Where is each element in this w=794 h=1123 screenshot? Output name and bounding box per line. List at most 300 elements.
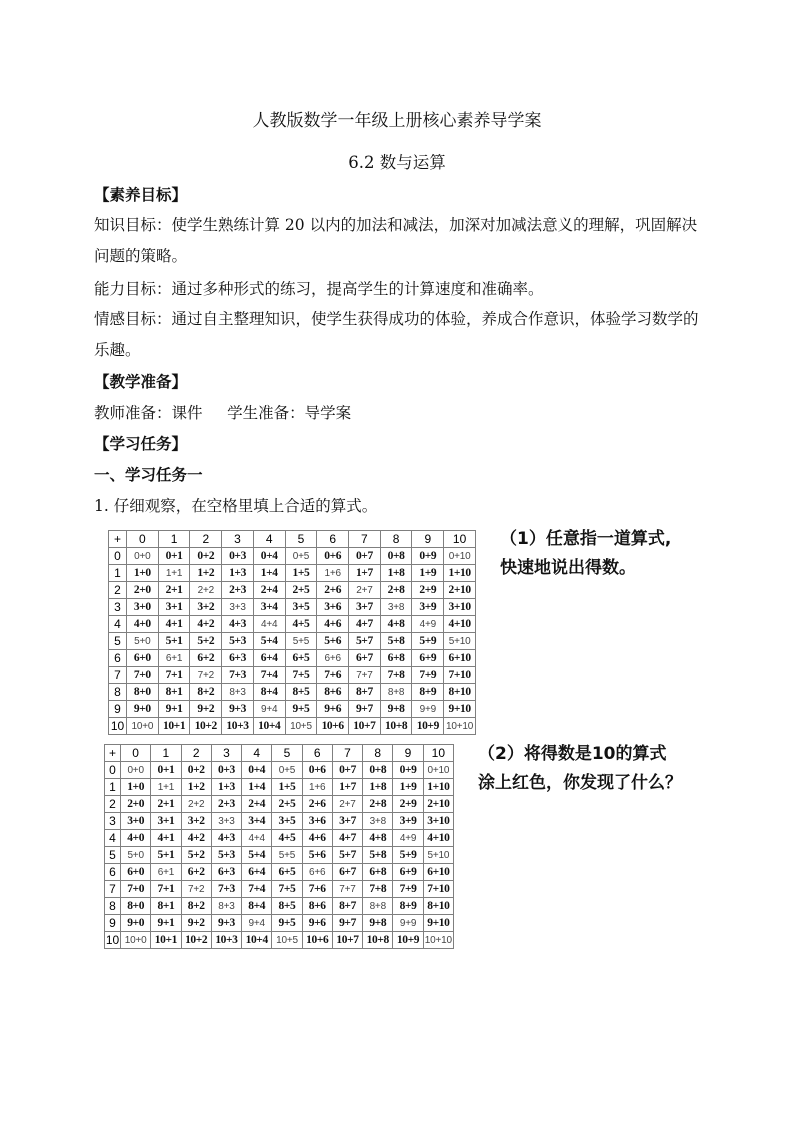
equation-cell: 10+10 xyxy=(444,718,476,735)
column-header: 6 xyxy=(317,531,349,548)
equation-cell: 0+8 xyxy=(363,762,393,779)
equation-cell: 9+5 xyxy=(272,915,302,932)
row-header: 1 xyxy=(109,565,127,582)
equation-cell: 2+2 xyxy=(190,582,222,599)
column-header: 8 xyxy=(363,745,393,762)
equation-cell: 4+2 xyxy=(181,830,211,847)
equation-cell: 7+4 xyxy=(242,881,272,898)
equation-cell: 10+9 xyxy=(412,718,444,735)
equation-cell: 8+4 xyxy=(253,684,285,701)
row-header: 7 xyxy=(105,881,121,898)
table-row xyxy=(109,667,476,684)
equation-cell: 5+2 xyxy=(190,633,222,650)
task1-text xyxy=(500,525,671,583)
equation-cell: 2+6 xyxy=(302,796,332,813)
equation-cell: 6+1 xyxy=(158,650,190,667)
equation-cell: 7+0 xyxy=(121,881,151,898)
equation-cell: 5+5 xyxy=(285,633,317,650)
equation-cell: 0+4 xyxy=(253,548,285,565)
equation-cell: 3+5 xyxy=(285,599,317,616)
equation-cell: 6+2 xyxy=(181,864,211,881)
equation-cell: 8+10 xyxy=(444,684,476,701)
equation-cell: 4+3 xyxy=(211,830,241,847)
equation-cell: 10+10 xyxy=(423,932,453,949)
table-row xyxy=(105,847,454,864)
equation-cell: 9+4 xyxy=(253,701,285,718)
equation-cell: 9+6 xyxy=(317,701,349,718)
equation-cell: 5+5 xyxy=(272,847,302,864)
equation-cell: 6+3 xyxy=(222,650,254,667)
knowledge-goal: 知识目标：使学生熟练计算 20 以内的加法和减法，加深对加减法意义的理解，巩固解决问题的策略。 xyxy=(94,216,698,265)
equation-cell: 3+7 xyxy=(332,813,362,830)
column-header: 1 xyxy=(158,531,190,548)
equation-cell: 4+9 xyxy=(412,616,444,633)
equation-cell: 8+3 xyxy=(211,898,241,915)
equation-cell: 3+4 xyxy=(253,599,285,616)
equation-cell: 0+1 xyxy=(158,548,190,565)
equation-cell: 9+3 xyxy=(222,701,254,718)
equation-cell: 1+6 xyxy=(317,565,349,582)
equation-cell: 5+0 xyxy=(121,847,151,864)
equation-cell: 3+3 xyxy=(211,813,241,830)
table-row xyxy=(109,616,476,633)
column-header: 5 xyxy=(285,531,317,548)
table-row xyxy=(105,864,454,881)
equation-cell: 5+7 xyxy=(349,633,381,650)
equation-cell: 6+2 xyxy=(190,650,222,667)
equation-cell: 9+1 xyxy=(151,915,181,932)
row-header: 5 xyxy=(105,847,121,864)
equation-cell: 8+1 xyxy=(151,898,181,915)
equation-cell: 7+10 xyxy=(444,667,476,684)
equation-cell: 1+5 xyxy=(272,779,302,796)
row-header: 3 xyxy=(109,599,127,616)
equation-cell: 4+2 xyxy=(190,616,222,633)
row-header: 0 xyxy=(105,762,121,779)
equation-cell: 1+10 xyxy=(444,565,476,582)
equation-cell: 10+6 xyxy=(302,932,332,949)
equation-cell: 6+5 xyxy=(285,650,317,667)
equation-cell: 4+10 xyxy=(444,616,476,633)
equation-cell: 3+4 xyxy=(242,813,272,830)
column-header: 10 xyxy=(444,531,476,548)
equation-cell: 9+7 xyxy=(349,701,381,718)
header-row xyxy=(109,531,476,548)
equation-cell: 5+0 xyxy=(127,633,159,650)
equation-cell: 2+7 xyxy=(349,582,381,599)
equation-cell: 5+8 xyxy=(363,847,393,864)
equation-cell: 1+9 xyxy=(393,779,423,796)
equation-cell: 7+8 xyxy=(380,667,412,684)
equation-cell: 4+8 xyxy=(380,616,412,633)
row-header: 4 xyxy=(105,830,121,847)
equation-cell: 2+2 xyxy=(181,796,211,813)
equation-cell: 0+9 xyxy=(393,762,423,779)
equation-cell: 2+6 xyxy=(317,582,349,599)
equation-cell: 1+6 xyxy=(302,779,332,796)
equation-cell: 5+1 xyxy=(151,847,181,864)
table-row xyxy=(105,762,454,779)
equation-cell: 10+0 xyxy=(121,932,151,949)
column-header: 3 xyxy=(222,531,254,548)
equation-cell: 6+7 xyxy=(349,650,381,667)
equation-cell: 5+3 xyxy=(222,633,254,650)
equation-cell: 1+5 xyxy=(285,565,317,582)
equation-cell: 2+5 xyxy=(285,582,317,599)
equation-cell: 7+6 xyxy=(302,881,332,898)
row-header: 8 xyxy=(109,684,127,701)
equation-cell: 10+7 xyxy=(349,718,381,735)
equation-cell: 8+5 xyxy=(272,898,302,915)
equation-cell: 8+8 xyxy=(380,684,412,701)
equation-cell: 3+2 xyxy=(181,813,211,830)
equation-cell: 0+2 xyxy=(190,548,222,565)
emotion-goal: 情感目标：通过自主整理知识，使学生获得成功的体验，养成合作意识，体验学习数学的乐趣。 xyxy=(94,310,699,359)
equation-cell: 1+3 xyxy=(222,565,254,582)
table-row xyxy=(105,898,454,915)
equation-cell: 5+7 xyxy=(332,847,362,864)
equation-cell: 8+6 xyxy=(302,898,332,915)
instruction: 1. 仔细观察，在空格里填上合适的算式。 xyxy=(94,497,378,515)
equation-cell: 3+0 xyxy=(121,813,151,830)
equation-cell: 6+6 xyxy=(317,650,349,667)
section-heading-prep: 【教学准备】 xyxy=(94,372,188,391)
task2-line1: （2）将得数是10的算式 xyxy=(478,744,667,764)
equation-cell: 6+4 xyxy=(242,864,272,881)
equation-cell: 5+10 xyxy=(423,847,453,864)
column-header: 7 xyxy=(349,531,381,548)
equation-cell: 0+2 xyxy=(181,762,211,779)
table-row xyxy=(109,684,476,701)
equation-cell: 10+3 xyxy=(222,718,254,735)
column-header: 5 xyxy=(272,745,302,762)
equation-cell: 8+9 xyxy=(393,898,423,915)
row-header: 7 xyxy=(109,667,127,684)
equation-cell: 4+0 xyxy=(127,616,159,633)
equation-cell: 4+5 xyxy=(272,830,302,847)
equation-cell: 9+0 xyxy=(127,701,159,718)
equation-cell: 0+10 xyxy=(444,548,476,565)
equation-cell: 9+4 xyxy=(242,915,272,932)
column-header: 1 xyxy=(151,745,181,762)
equation-cell: 7+5 xyxy=(272,881,302,898)
equation-cell: 7+10 xyxy=(423,881,453,898)
page-title: 人教版数学一年级上册核心素养导学案 xyxy=(252,111,542,131)
equation-cell: 0+6 xyxy=(302,762,332,779)
equation-cell: 3+3 xyxy=(222,599,254,616)
prep-line: 教师准备：课件 学生准备：导学案 xyxy=(94,404,352,422)
equation-cell: 1+9 xyxy=(412,565,444,582)
equation-cell: 6+8 xyxy=(363,864,393,881)
equation-cell: 7+7 xyxy=(332,881,362,898)
equation-cell: 1+4 xyxy=(242,779,272,796)
equation-cell: 3+10 xyxy=(423,813,453,830)
equation-cell: 0+8 xyxy=(380,548,412,565)
row-header: 2 xyxy=(109,582,127,599)
equation-cell: 0+3 xyxy=(211,762,241,779)
row-header: 2 xyxy=(105,796,121,813)
equation-cell: 8+6 xyxy=(317,684,349,701)
equation-cell: 9+8 xyxy=(363,915,393,932)
equation-cell: 3+0 xyxy=(127,599,159,616)
equation-cell: 8+5 xyxy=(285,684,317,701)
column-header: 3 xyxy=(211,745,241,762)
row-header: 8 xyxy=(105,898,121,915)
equation-cell: 0+7 xyxy=(332,762,362,779)
equation-cell: 1+8 xyxy=(380,565,412,582)
corner-plus: + xyxy=(105,745,121,762)
equation-cell: 2+7 xyxy=(332,796,362,813)
equation-cell: 10+9 xyxy=(393,932,423,949)
addition-table-2 xyxy=(104,744,454,949)
header-row xyxy=(105,745,454,762)
equation-cell: 1+1 xyxy=(151,779,181,796)
equation-cell: 6+6 xyxy=(302,864,332,881)
table-row xyxy=(105,881,454,898)
equation-cell: 4+6 xyxy=(302,830,332,847)
equation-cell: 5+6 xyxy=(317,633,349,650)
row-header: 9 xyxy=(105,915,121,932)
equation-cell: 6+0 xyxy=(127,650,159,667)
equation-cell: 6+10 xyxy=(444,650,476,667)
equation-cell: 7+4 xyxy=(253,667,285,684)
equation-cell: 10+3 xyxy=(211,932,241,949)
equation-cell: 1+4 xyxy=(253,565,285,582)
equation-cell: 2+8 xyxy=(363,796,393,813)
equation-cell: 5+10 xyxy=(444,633,476,650)
column-header: 9 xyxy=(412,531,444,548)
table-row xyxy=(109,718,476,735)
equation-cell: 2+8 xyxy=(380,582,412,599)
equation-cell: 2+4 xyxy=(253,582,285,599)
equation-cell: 4+0 xyxy=(121,830,151,847)
equation-cell: 9+3 xyxy=(211,915,241,932)
equation-cell: 6+5 xyxy=(272,864,302,881)
equation-cell: 5+1 xyxy=(158,633,190,650)
equation-cell: 6+9 xyxy=(412,650,444,667)
equation-cell: 9+10 xyxy=(444,701,476,718)
equation-cell: 3+6 xyxy=(302,813,332,830)
equation-cell: 7+6 xyxy=(317,667,349,684)
equation-cell: 1+7 xyxy=(349,565,381,582)
equation-cell: 8+10 xyxy=(423,898,453,915)
equation-cell: 7+8 xyxy=(363,881,393,898)
equation-cell: 8+8 xyxy=(363,898,393,915)
table-row xyxy=(105,813,454,830)
table-row xyxy=(109,599,476,616)
equation-cell: 4+7 xyxy=(332,830,362,847)
equation-cell: 7+3 xyxy=(222,667,254,684)
row-header: 0 xyxy=(109,548,127,565)
equation-cell: 1+0 xyxy=(127,565,159,582)
table-row xyxy=(109,650,476,667)
equation-cell: 5+9 xyxy=(393,847,423,864)
equation-cell: 9+2 xyxy=(181,915,211,932)
equation-cell: 9+9 xyxy=(412,701,444,718)
equation-cell: 7+3 xyxy=(211,881,241,898)
equation-cell: 2+5 xyxy=(272,796,302,813)
row-header: 4 xyxy=(109,616,127,633)
table-row xyxy=(105,830,454,847)
equation-cell: 8+4 xyxy=(242,898,272,915)
equation-cell: 8+7 xyxy=(332,898,362,915)
equation-cell: 10+4 xyxy=(253,718,285,735)
equation-cell: 5+4 xyxy=(242,847,272,864)
equation-cell: 0+1 xyxy=(151,762,181,779)
equation-cell: 5+8 xyxy=(380,633,412,650)
equation-cell: 9+6 xyxy=(302,915,332,932)
equation-cell: 9+0 xyxy=(121,915,151,932)
equation-cell: 3+8 xyxy=(363,813,393,830)
table-row xyxy=(109,565,476,582)
table-row xyxy=(105,796,454,813)
column-header: 0 xyxy=(121,745,151,762)
row-header: 5 xyxy=(109,633,127,650)
equation-cell: 4+1 xyxy=(158,616,190,633)
equation-cell: 10+4 xyxy=(242,932,272,949)
equation-cell: 7+2 xyxy=(190,667,222,684)
equation-cell: 2+3 xyxy=(222,582,254,599)
equation-cell: 7+1 xyxy=(151,881,181,898)
row-header: 6 xyxy=(109,650,127,667)
equation-cell: 4+10 xyxy=(423,830,453,847)
column-header: 6 xyxy=(302,745,332,762)
equation-cell: 4+4 xyxy=(242,830,272,847)
equation-cell: 0+4 xyxy=(242,762,272,779)
equation-cell: 2+0 xyxy=(121,796,151,813)
equation-cell: 3+1 xyxy=(151,813,181,830)
equation-cell: 8+0 xyxy=(127,684,159,701)
equation-cell: 1+7 xyxy=(332,779,362,796)
equation-cell: 10+1 xyxy=(151,932,181,949)
table-row xyxy=(109,701,476,718)
row-header: 10 xyxy=(109,718,127,735)
equation-cell: 8+7 xyxy=(349,684,381,701)
equation-cell: 2+4 xyxy=(242,796,272,813)
equation-cell: 10+2 xyxy=(181,932,211,949)
equation-cell: 9+8 xyxy=(380,701,412,718)
equation-cell: 9+1 xyxy=(158,701,190,718)
equation-cell: 2+1 xyxy=(151,796,181,813)
column-header: 4 xyxy=(253,531,285,548)
equation-cell: 4+6 xyxy=(317,616,349,633)
column-header: 7 xyxy=(332,745,362,762)
equation-cell: 8+2 xyxy=(181,898,211,915)
equation-cell: 1+2 xyxy=(190,565,222,582)
equation-cell: 10+7 xyxy=(332,932,362,949)
equation-cell: 3+8 xyxy=(380,599,412,616)
equation-cell: 0+3 xyxy=(222,548,254,565)
equation-cell: 5+9 xyxy=(412,633,444,650)
equation-cell: 2+3 xyxy=(211,796,241,813)
equation-cell: 4+3 xyxy=(222,616,254,633)
table-row xyxy=(105,779,454,796)
equation-cell: 2+10 xyxy=(423,796,453,813)
equation-cell: 3+9 xyxy=(393,813,423,830)
table-row xyxy=(105,915,454,932)
column-header: 2 xyxy=(190,531,222,548)
task2-line2: 涂上红色，你发现了什么？ xyxy=(478,773,682,793)
table-row xyxy=(109,548,476,565)
row-header: 1 xyxy=(105,779,121,796)
equation-cell: 5+3 xyxy=(211,847,241,864)
equation-cell: 10+5 xyxy=(272,932,302,949)
equation-cell: 9+2 xyxy=(190,701,222,718)
equation-cell: 3+7 xyxy=(349,599,381,616)
equation-cell: 0+9 xyxy=(412,548,444,565)
column-header: 2 xyxy=(181,745,211,762)
equation-cell: 1+2 xyxy=(181,779,211,796)
equation-cell: 2+9 xyxy=(393,796,423,813)
equation-cell: 5+4 xyxy=(253,633,285,650)
equation-cell: 2+0 xyxy=(127,582,159,599)
equation-cell: 10+5 xyxy=(285,718,317,735)
equation-cell: 8+2 xyxy=(190,684,222,701)
equation-cell: 7+0 xyxy=(127,667,159,684)
equation-cell: 10+8 xyxy=(363,932,393,949)
equation-cell: 6+7 xyxy=(332,864,362,881)
equation-cell: 0+5 xyxy=(272,762,302,779)
equation-cell: 4+5 xyxy=(285,616,317,633)
equation-cell: 0+5 xyxy=(285,548,317,565)
equation-cell: 9+9 xyxy=(393,915,423,932)
table-row xyxy=(105,932,454,949)
section-heading-goals: 【素养目标】 xyxy=(94,185,188,204)
equation-cell: 5+2 xyxy=(181,847,211,864)
equation-cell: 2+1 xyxy=(158,582,190,599)
equation-cell: 6+9 xyxy=(393,864,423,881)
equation-cell: 0+6 xyxy=(317,548,349,565)
equation-cell: 5+6 xyxy=(302,847,332,864)
section-heading-tasks: 【学习任务】 xyxy=(94,434,188,453)
equation-cell: 8+1 xyxy=(158,684,190,701)
equation-cell: 3+9 xyxy=(412,599,444,616)
equation-cell: 10+8 xyxy=(380,718,412,735)
equation-cell: 1+1 xyxy=(158,565,190,582)
equation-cell: 6+4 xyxy=(253,650,285,667)
equation-cell: 3+1 xyxy=(158,599,190,616)
equation-cell: 1+3 xyxy=(211,779,241,796)
equation-cell: 7+2 xyxy=(181,881,211,898)
column-header: 10 xyxy=(423,745,453,762)
equation-cell: 7+7 xyxy=(349,667,381,684)
equation-cell: 1+0 xyxy=(121,779,151,796)
equation-cell: 2+9 xyxy=(412,582,444,599)
equation-cell: 0+0 xyxy=(127,548,159,565)
equation-cell: 6+8 xyxy=(380,650,412,667)
equation-cell: 4+7 xyxy=(349,616,381,633)
equation-cell: 7+9 xyxy=(412,667,444,684)
equation-cell: 7+9 xyxy=(393,881,423,898)
equation-cell: 10+1 xyxy=(158,718,190,735)
task2-text xyxy=(478,740,682,798)
page-subtitle: 6.2 数与运算 xyxy=(348,153,446,172)
row-header: 3 xyxy=(105,813,121,830)
equation-cell: 4+9 xyxy=(393,830,423,847)
equation-cell: 9+5 xyxy=(285,701,317,718)
equation-cell: 6+1 xyxy=(151,864,181,881)
column-header: 8 xyxy=(380,531,412,548)
equation-cell: 4+8 xyxy=(363,830,393,847)
task-heading: 一、学习任务一 xyxy=(94,465,203,484)
equation-cell: 10+0 xyxy=(127,718,159,735)
equation-cell: 9+10 xyxy=(423,915,453,932)
column-header: 4 xyxy=(242,745,272,762)
equation-cell: 0+7 xyxy=(349,548,381,565)
equation-cell: 3+6 xyxy=(317,599,349,616)
equation-cell: 2+10 xyxy=(444,582,476,599)
equation-cell: 10+2 xyxy=(190,718,222,735)
